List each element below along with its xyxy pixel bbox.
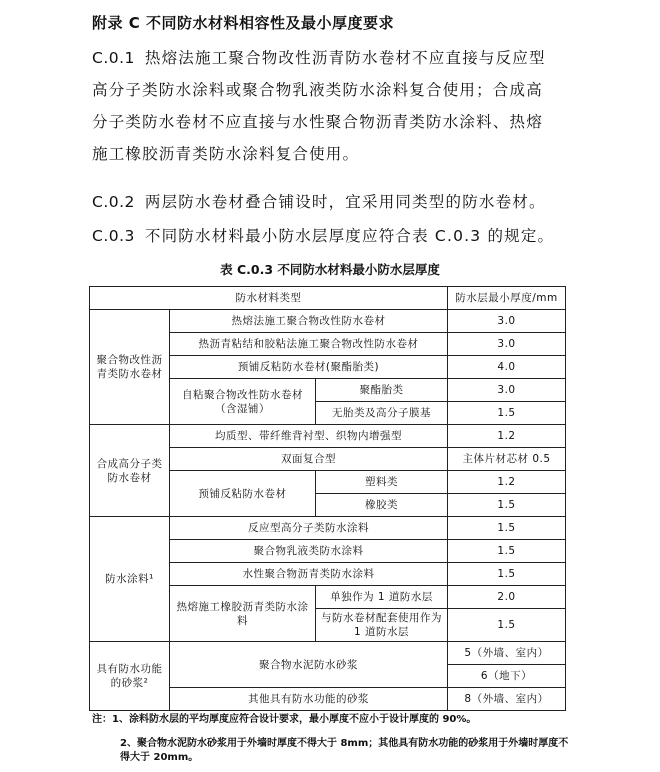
clause-line: 分子类防水卷材不应直接与水性聚合物沥青类防水涂料、热熔 bbox=[92, 113, 543, 131]
clause-text: 两层防水卷材叠合铺设时，宜采用同类型的防水卷材。 bbox=[144, 193, 546, 211]
clause-line bbox=[92, 42, 572, 74]
row-value: 1.2 bbox=[448, 425, 566, 448]
table-row bbox=[90, 642, 566, 665]
thickness-table bbox=[89, 286, 566, 711]
clause-c-0-3 bbox=[92, 220, 572, 252]
row-name: 聚合物乳液类防水涂料 bbox=[170, 540, 448, 563]
row-value: 3.0 bbox=[448, 310, 566, 333]
appendix-title: 附录 C 不同防水材料相容性及最小厚度要求 bbox=[92, 14, 394, 32]
row-value: 1.5 bbox=[448, 563, 566, 586]
row-subname: 塑料类 bbox=[316, 471, 448, 494]
row-value: 主体片材芯材 0.5 bbox=[448, 448, 566, 471]
row-value: 1.5 bbox=[448, 517, 566, 540]
row-value: 1.5 bbox=[448, 540, 566, 563]
row-value: 3.0 bbox=[448, 379, 566, 402]
table-header-row bbox=[90, 287, 566, 310]
row-name: 双面复合型 bbox=[170, 448, 448, 471]
table-row bbox=[90, 425, 566, 448]
group-label: 合成高分子类防水卷材 bbox=[90, 425, 170, 517]
row-name: 水性聚合物沥青类防水涂料 bbox=[170, 563, 448, 586]
note-1: 注：1、涂料防水层的平均厚度应符合设计要求，最小厚度不应小于设计厚度的 90%。 bbox=[92, 714, 477, 725]
row-name: 均质型、带纤维背衬型、织物内增强型 bbox=[170, 425, 448, 448]
row-name: 热熔法施工聚合物改性防水卷材 bbox=[170, 310, 448, 333]
row-value: 8（外墙、室内） bbox=[448, 688, 566, 711]
clause-text: 不同防水材料最小防水层厚度应符合表 C.0.3 的规定。 bbox=[144, 227, 555, 245]
row-value: 2.0 bbox=[448, 586, 566, 609]
row-subname: 橡胶类 bbox=[316, 494, 448, 517]
header-type: 防水材料类型 bbox=[90, 287, 448, 310]
group-label: 聚合物改性沥青类防水卷材 bbox=[90, 310, 170, 425]
row-value: 1.2 bbox=[448, 471, 566, 494]
row-value: 3.0 bbox=[448, 333, 566, 356]
row-name: 聚合物水泥防水砂浆 bbox=[170, 642, 448, 688]
row-name: 其他具有防水功能的砂浆 bbox=[170, 688, 448, 711]
group-label: 防水涂料¹ bbox=[90, 517, 170, 642]
row-name: 反应型高分子类防水涂料 bbox=[170, 517, 448, 540]
clause-c-0-1 bbox=[92, 42, 572, 170]
header-thickness: 防水层最小厚度/mm bbox=[448, 287, 566, 310]
table-caption: 表 C.0.3 不同防水材料最小防水层厚度 bbox=[220, 262, 440, 277]
table-row bbox=[90, 310, 566, 333]
row-subname: 单独作为 1 道防水层 bbox=[316, 586, 448, 609]
table-notes bbox=[92, 713, 570, 765]
row-value: 4.0 bbox=[448, 356, 566, 379]
row-subname: 聚酯胎类 bbox=[316, 379, 448, 402]
row-value: 5（外墙、室内） bbox=[448, 642, 566, 665]
row-value: 1.5 bbox=[448, 402, 566, 425]
note-2: 2、聚合物水泥防水砂浆用于外墙时厚度不得大于 8mm；其他具有防水功能的砂浆用于外墙时厚度不得大于 20mm。 bbox=[120, 738, 569, 763]
clause-c-0-2 bbox=[92, 186, 572, 218]
clause-code: C.0.3 bbox=[92, 227, 135, 245]
row-value: 1.5 bbox=[448, 609, 566, 642]
clause-line: 高分子类防水涂料或聚合物乳液类防水涂料复合使用；合成高 bbox=[92, 81, 543, 99]
row-value: 6（地下） bbox=[448, 665, 566, 688]
group-label: 具有防水功能的砂浆² bbox=[90, 642, 170, 711]
row-name: 热熔施工橡胶沥青类防水涂料 bbox=[170, 586, 316, 642]
row-subname: 与防水卷材配套使用作为 1 道防水层 bbox=[316, 609, 448, 642]
table-row bbox=[90, 517, 566, 540]
row-subname: 无胎类及高分子膜基 bbox=[316, 402, 448, 425]
clause-text: 热熔法施工聚合物改性沥青防水卷材不应直接与反应型 bbox=[144, 49, 546, 67]
row-name: 热沥青粘结和胶粘法施工聚合物改性防水卷材 bbox=[170, 333, 448, 356]
clause-line: 施工橡胶沥青类防水涂料复合使用。 bbox=[92, 145, 360, 163]
row-name: 自粘聚合物改性防水卷材（含湿铺） bbox=[170, 379, 316, 425]
clause-code: C.0.1 bbox=[92, 49, 135, 67]
row-name: 预铺反粘防水卷材(聚酯胎类) bbox=[170, 356, 448, 379]
row-value: 1.5 bbox=[448, 494, 566, 517]
clause-code: C.0.2 bbox=[92, 193, 135, 211]
row-name: 预铺反粘防水卷材 bbox=[170, 471, 316, 517]
